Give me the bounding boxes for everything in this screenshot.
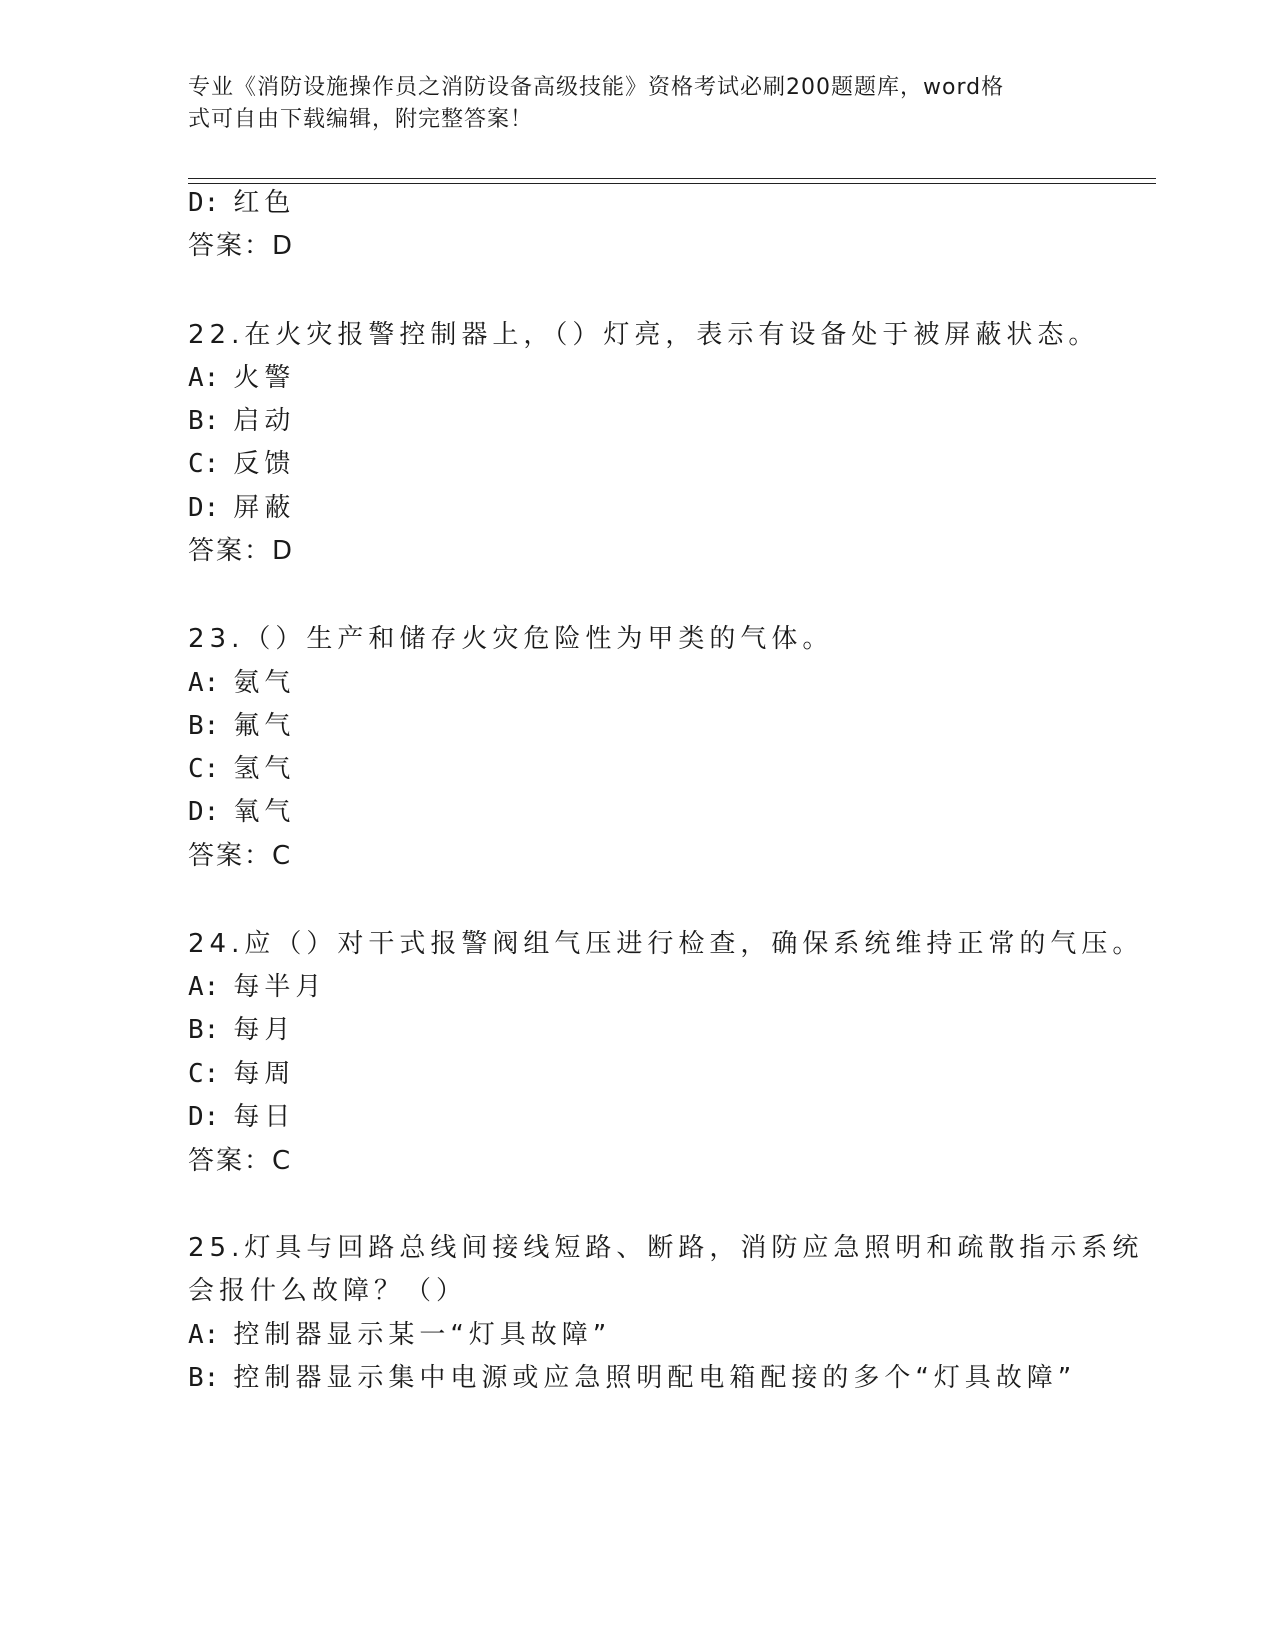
q25-option-a: A: 控制器显示某一“灯具故障” [188,1320,612,1350]
q22-option-d: D: 屏蔽 [188,493,296,523]
q22-option-b: B: 启动 [188,406,296,436]
q22-option-a: A: 火警 [188,363,296,393]
q24-option-c: C: 每周 [188,1059,296,1089]
header-divider-bottom [188,183,1156,184]
q25-stem-line-2: 会报什么故障？（） [188,1276,468,1306]
q22-option-c: C: 反馈 [188,449,296,479]
q23-stem: 23.（）生产和储存火灾危险性为甲类的气体。 [188,624,834,654]
prev-option-d: D: 红色 [188,188,296,218]
q24-option-a: A: 每半月 [188,972,327,1002]
q24-option-d: D: 每日 [188,1102,296,1132]
header-divider-top [188,178,1156,179]
q23-answer: 答案：C [188,841,293,871]
document-header [188,72,1068,136]
header-line-2: 式可自由下载编辑，附完整答案！ [188,107,534,132]
q24-answer: 答案：C [188,1146,293,1176]
q22-answer: 答案：D [188,536,295,566]
q25-stem-line-1: 25.灯具与回路总线间接线短路、断路，消防应急照明和疏散指示系统 [188,1233,1144,1263]
prev-answer: 答案：D [188,231,295,261]
q23-option-a: A: 氨气 [188,668,296,698]
q24-option-b: B: 每月 [188,1015,296,1045]
q23-option-b: B: 氟气 [188,711,296,741]
q22-stem: 22.在火灾报警控制器上，（）灯亮，表示有设备处于被屏蔽状态。 [188,320,1100,350]
q23-option-d: D: 氧气 [188,797,296,827]
q24-stem: 24.应（）对干式报警阀组气压进行检查，确保系统维持正常的气压。 [188,929,1144,959]
q25-option-b: B: 控制器显示集中电源或应急照明配电箱配接的多个“灯具故障” [188,1363,1077,1393]
header-line-1: 专业《消防设施操作员之消防设备高级技能》资格考试必刷200题题库，word格 [188,75,1005,100]
q23-option-c: C: 氢气 [188,754,296,784]
